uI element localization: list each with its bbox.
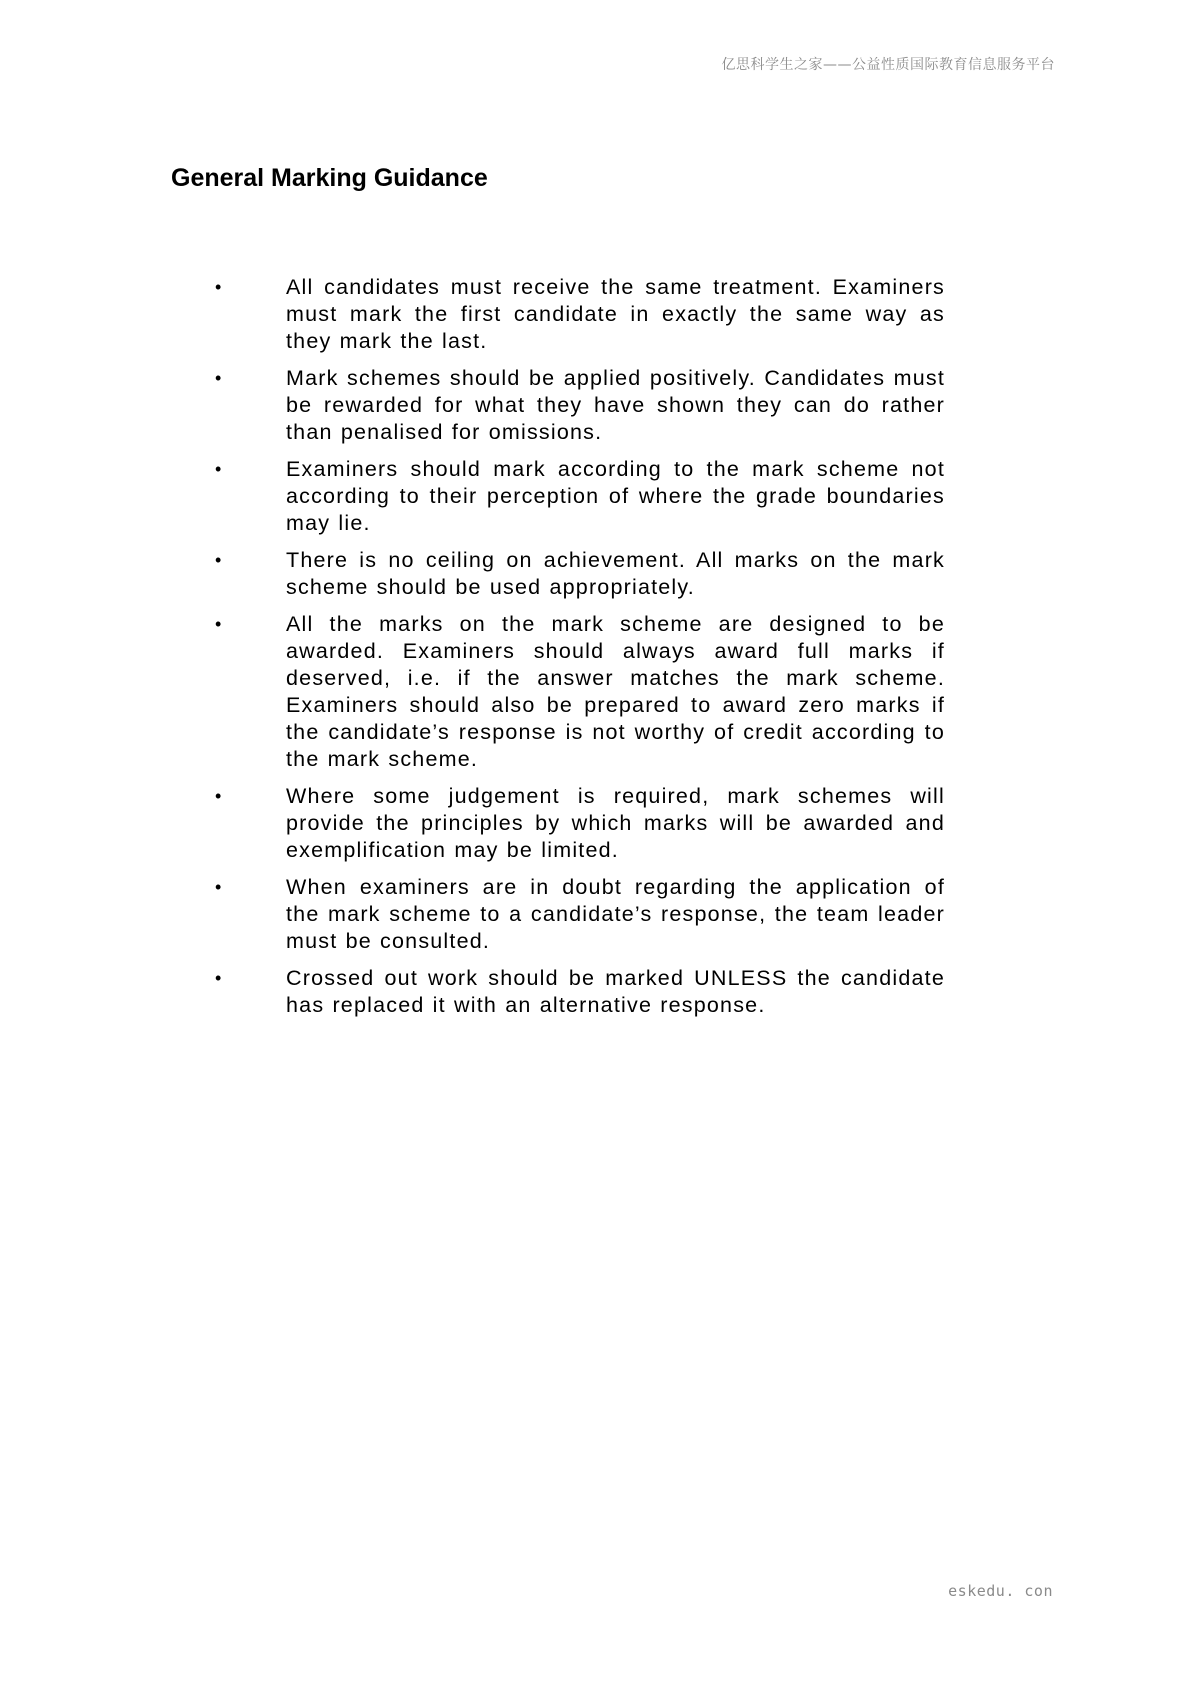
list-item [200, 274, 945, 355]
list-item [200, 965, 945, 1019]
list-item [200, 547, 945, 601]
list-item-text: Mark schemes should be applied positively. Candidates must be rewarded for what they have shown they can do rather than penalised for omissions. [286, 366, 945, 444]
guidance-list [200, 274, 945, 1029]
bullet-icon: • [215, 614, 223, 634]
list-item [200, 365, 945, 446]
list-item-text: Where some judgement is required, mark schemes will provide the principles by which marks will be awarded and exemplification may be limited. [286, 784, 945, 862]
header-watermark: 亿思科学生之家——公益性质国际教育信息服务平台 [721, 57, 1055, 73]
list-item-text: Crossed out work should be marked UNLESS the candidate has replaced it with an alternative response. [286, 966, 945, 1017]
list-item [200, 783, 945, 864]
list-item [200, 874, 945, 955]
list-item-text: When examiners are in doubt regarding the application of the mark scheme to a candidate’s response, the team leader must be consulted. [286, 875, 945, 953]
list-item-text: All candidates must receive the same treatment. Examiners must mark the first candidate in exactly the same way as they mark the last. [286, 275, 945, 353]
bullet-icon: • [215, 786, 223, 806]
list-item-text: There is no ceiling on achievement. All marks on the mark scheme should be used appropriately. [286, 548, 945, 599]
bullet-icon: • [215, 277, 223, 297]
list-item [200, 611, 945, 773]
bullet-icon: • [215, 968, 223, 988]
page-title: General Marking Guidance [171, 164, 488, 192]
bullet-icon: • [215, 459, 223, 479]
list-item-text: Examiners should mark according to the mark scheme not according to their perception of where the grade boundaries may lie. [286, 457, 945, 535]
footer-watermark: eskedu. con [948, 1582, 1053, 1600]
bullet-icon: • [215, 368, 223, 388]
bullet-icon: • [215, 550, 223, 570]
bullet-icon: • [215, 877, 223, 897]
list-item [200, 456, 945, 537]
list-item-text: All the marks on the mark scheme are designed to be awarded. Examiners should always award full marks if deserved, i.e. if the answer matches the mark scheme. Examiners should also be prepared to award zero marks if the candidate’s response is not worthy of credit according to the mark scheme. [286, 612, 945, 771]
